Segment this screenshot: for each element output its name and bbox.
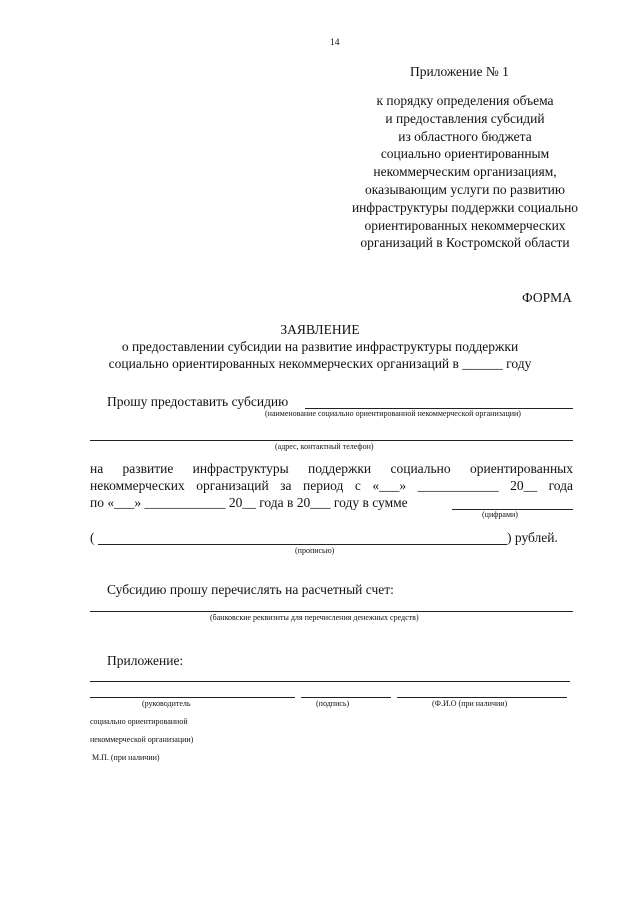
- address-field[interactable]: [90, 440, 573, 441]
- org-caption-line2: некоммерческой организации): [90, 735, 194, 744]
- bank-details-field[interactable]: [90, 611, 573, 612]
- digits-caption: (цифрами): [482, 510, 518, 519]
- appendix-line: некоммерческим организациям,: [373, 164, 557, 180]
- appendix-line: организаций в Костромской области: [360, 235, 570, 251]
- attachment-label: Приложение:: [107, 653, 184, 668]
- head-caption: (руководитель: [142, 699, 191, 708]
- name-caption: (Ф.И.О (при наличии): [432, 699, 508, 708]
- name-line[interactable]: [397, 697, 567, 698]
- rubles-text: ) рублей.: [507, 530, 558, 545]
- org-caption-line1: социально ориентированной: [90, 717, 188, 726]
- appendix-line: ориентированных некоммерческих: [364, 217, 566, 233]
- purpose-line2: некоммерческих организаций за период с «___» ____________ 20__ года: [90, 478, 573, 493]
- appendix-line: инфраструктуры поддержки социально: [351, 199, 579, 215]
- bank-details-caption: (банковские реквизиты для перечисления денежных средств): [210, 613, 419, 622]
- document-subtitle-line1: о предоставлении субсидии на развитие инфраструктуры поддержки: [121, 339, 519, 354]
- sign-line[interactable]: [301, 697, 391, 698]
- open-paren: (: [90, 530, 95, 545]
- address-caption: (адрес, контактный телефон): [275, 442, 374, 451]
- appendix-title: Приложение № 1: [410, 64, 509, 79]
- appendix-subtitle: [330, 92, 600, 252]
- document-subtitle-line2: социально ориентированных некоммерческих организаций в ______ году: [108, 356, 532, 371]
- appendix-line: социально ориентированным: [380, 146, 550, 162]
- sign-caption: (подпись): [316, 699, 350, 708]
- transfer-text: Субсидию прошу перечислять на расчетный счет:: [107, 582, 394, 597]
- request-text: Прошу предоставить субсидию: [107, 394, 289, 409]
- attachment-field[interactable]: [90, 681, 570, 682]
- purpose-line1: на развитие инфраструктуры поддержки социально ориентированных: [90, 461, 573, 476]
- appendix-line: оказывающим услуги по развитию: [365, 181, 565, 197]
- form-label: ФОРМА: [522, 290, 572, 305]
- stamp-caption: М.П. (при наличии): [92, 753, 160, 762]
- org-name-caption: (наименование социально ориентированной некоммерческой организации): [265, 409, 521, 418]
- appendix-line: из областного бюджета: [398, 128, 532, 144]
- page-number: 14: [330, 38, 340, 48]
- head-signature-line[interactable]: [90, 697, 295, 698]
- purpose-line3: по «___» ____________ 20__ года в 20___ году в сумме: [90, 495, 408, 510]
- document-title: ЗАЯВЛЕНИЕ: [280, 322, 360, 337]
- amount-words-field[interactable]: [98, 544, 507, 545]
- appendix-line: к порядку определения объема: [376, 93, 554, 108]
- appendix-line: и предоставления субсидий: [385, 110, 545, 126]
- words-caption: (прописью): [295, 546, 335, 555]
